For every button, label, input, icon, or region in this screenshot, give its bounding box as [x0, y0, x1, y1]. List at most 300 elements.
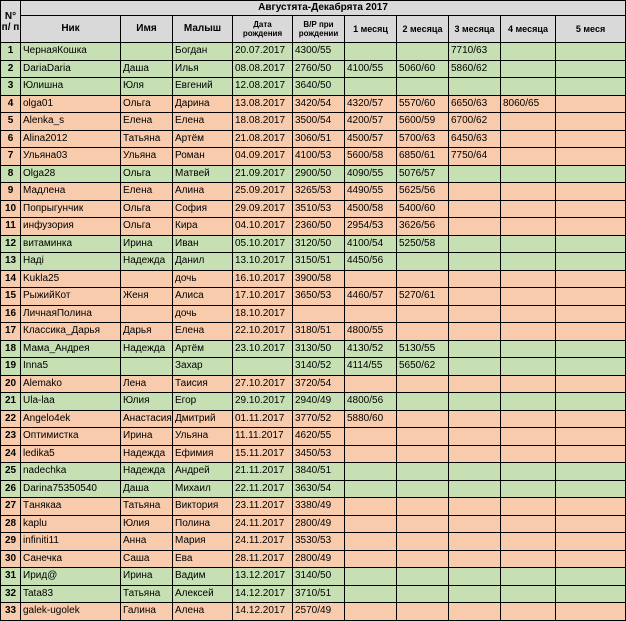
month-4-cell[interactable] [501, 603, 556, 621]
nick-cell[interactable]: kaplu [21, 515, 121, 533]
name-cell[interactable]: Анна [121, 533, 173, 551]
month-4-cell[interactable] [501, 148, 556, 166]
name-cell[interactable]: Галина [121, 603, 173, 621]
baby-cell[interactable]: Кира [173, 218, 233, 236]
name-cell[interactable]: Дарья [121, 323, 173, 341]
row-number[interactable]: 14 [1, 270, 21, 288]
month-4-cell[interactable] [501, 358, 556, 376]
month-2-cell[interactable] [397, 480, 449, 498]
month-3-cell[interactable] [449, 603, 501, 621]
baby-cell[interactable]: Полина [173, 515, 233, 533]
month-5-cell[interactable] [556, 428, 626, 446]
month-1-cell[interactable]: 5600/58 [345, 148, 397, 166]
baby-cell[interactable]: Михаил [173, 480, 233, 498]
baby-cell[interactable]: Вадим [173, 568, 233, 586]
birth-date-cell[interactable] [233, 358, 293, 376]
header-name[interactable]: Имя [121, 16, 173, 43]
month-2-cell[interactable] [397, 515, 449, 533]
month-5-cell[interactable] [556, 498, 626, 516]
nick-cell[interactable]: galek-ugolek [21, 603, 121, 621]
baby-cell[interactable]: Артём [173, 130, 233, 148]
month-5-cell[interactable] [556, 533, 626, 551]
header-nick[interactable]: Ник [21, 16, 121, 43]
row-number[interactable]: 20 [1, 375, 21, 393]
weight-height-cell[interactable] [293, 305, 345, 323]
row-number[interactable]: 33 [1, 603, 21, 621]
month-2-cell[interactable]: 5600/59 [397, 113, 449, 131]
weight-height-cell[interactable]: 2940/49 [293, 393, 345, 411]
row-number[interactable]: 31 [1, 568, 21, 586]
row-number[interactable]: 30 [1, 550, 21, 568]
weight-height-cell[interactable]: 3450/53 [293, 445, 345, 463]
nick-cell[interactable]: Классика_Дарья [21, 323, 121, 341]
name-cell[interactable]: Надежда [121, 463, 173, 481]
month-5-cell[interactable] [556, 43, 626, 61]
name-cell[interactable]: Юля [121, 78, 173, 96]
month-3-cell[interactable] [449, 428, 501, 446]
month-5-cell[interactable] [556, 130, 626, 148]
weight-height-cell[interactable]: 3140/52 [293, 358, 345, 376]
nick-cell[interactable]: Olga28 [21, 165, 121, 183]
month-1-cell[interactable]: 4130/52 [345, 340, 397, 358]
month-5-cell[interactable] [556, 568, 626, 586]
month-1-cell[interactable] [345, 603, 397, 621]
name-cell[interactable]: Татьяна [121, 498, 173, 516]
header-weight-height[interactable]: В/Р при рождении [293, 16, 345, 43]
month-3-cell[interactable] [449, 515, 501, 533]
row-number[interactable]: 27 [1, 498, 21, 516]
month-5-cell[interactable] [556, 270, 626, 288]
baby-cell[interactable]: дочь [173, 270, 233, 288]
nick-cell[interactable]: Ula-laa [21, 393, 121, 411]
month-2-cell[interactable]: 5250/58 [397, 235, 449, 253]
row-number[interactable]: 11 [1, 218, 21, 236]
nick-cell[interactable]: Ульяна03 [21, 148, 121, 166]
row-number[interactable]: 9 [1, 183, 21, 201]
table-title[interactable]: Августята-Декабрята 2017 [21, 1, 626, 16]
month-5-cell[interactable] [556, 113, 626, 131]
row-number[interactable]: 3 [1, 78, 21, 96]
weight-height-cell[interactable]: 3710/51 [293, 585, 345, 603]
baby-cell[interactable]: Богдан [173, 43, 233, 61]
birth-date-cell[interactable]: 21.09.2017 [233, 165, 293, 183]
birth-date-cell[interactable]: 14.12.2017 [233, 603, 293, 621]
row-number[interactable]: 5 [1, 113, 21, 131]
month-4-cell[interactable] [501, 480, 556, 498]
row-number[interactable]: 29 [1, 533, 21, 551]
month-5-cell[interactable] [556, 148, 626, 166]
month-3-cell[interactable] [449, 235, 501, 253]
month-4-cell[interactable] [501, 323, 556, 341]
month-5-cell[interactable] [556, 393, 626, 411]
row-number[interactable]: 17 [1, 323, 21, 341]
baby-cell[interactable]: дочь [173, 305, 233, 323]
month-1-cell[interactable] [345, 585, 397, 603]
weight-height-cell[interactable]: 3840/51 [293, 463, 345, 481]
month-1-cell[interactable] [345, 43, 397, 61]
birth-date-cell[interactable]: 17.10.2017 [233, 288, 293, 306]
weight-height-cell[interactable]: 3720/54 [293, 375, 345, 393]
month-5-cell[interactable] [556, 253, 626, 271]
month-2-cell[interactable]: 5130/55 [397, 340, 449, 358]
month-3-cell[interactable] [449, 78, 501, 96]
month-3-cell[interactable] [449, 410, 501, 428]
month-1-cell[interactable]: 4450/56 [345, 253, 397, 271]
weight-height-cell[interactable]: 3630/54 [293, 480, 345, 498]
baby-cell[interactable]: Егор [173, 393, 233, 411]
nick-cell[interactable]: Юлишна [21, 78, 121, 96]
month-4-cell[interactable] [501, 235, 556, 253]
nick-cell[interactable]: Alemako [21, 375, 121, 393]
weight-height-cell[interactable]: 2570/49 [293, 603, 345, 621]
month-3-cell[interactable] [449, 288, 501, 306]
month-3-cell[interactable] [449, 445, 501, 463]
baby-cell[interactable]: Ефимия [173, 445, 233, 463]
birth-date-cell[interactable]: 04.10.2017 [233, 218, 293, 236]
month-5-cell[interactable] [556, 358, 626, 376]
month-2-cell[interactable] [397, 305, 449, 323]
month-4-cell[interactable] [501, 78, 556, 96]
baby-cell[interactable]: Алексей [173, 585, 233, 603]
row-number[interactable]: 21 [1, 393, 21, 411]
weight-height-cell[interactable]: 3150/51 [293, 253, 345, 271]
nick-cell[interactable]: Санечка [21, 550, 121, 568]
month-3-cell[interactable] [449, 585, 501, 603]
row-number[interactable]: 23 [1, 428, 21, 446]
month-2-cell[interactable]: 5650/62 [397, 358, 449, 376]
month-5-cell[interactable] [556, 218, 626, 236]
name-cell[interactable]: Ирина [121, 568, 173, 586]
month-5-cell[interactable] [556, 288, 626, 306]
birth-date-cell[interactable]: 05.10.2017 [233, 235, 293, 253]
birth-date-cell[interactable]: 18.08.2017 [233, 113, 293, 131]
name-cell[interactable] [121, 270, 173, 288]
birth-date-cell[interactable]: 24.11.2017 [233, 515, 293, 533]
baby-cell[interactable]: Артём [173, 340, 233, 358]
birth-date-cell[interactable]: 13.12.2017 [233, 568, 293, 586]
row-number[interactable]: 15 [1, 288, 21, 306]
row-number[interactable]: 13 [1, 253, 21, 271]
month-3-cell[interactable] [449, 200, 501, 218]
birth-date-cell[interactable]: 21.08.2017 [233, 130, 293, 148]
weight-height-cell[interactable]: 3650/53 [293, 288, 345, 306]
birth-date-cell[interactable]: 27.10.2017 [233, 375, 293, 393]
weight-height-cell[interactable]: 3500/54 [293, 113, 345, 131]
name-cell[interactable]: Саша [121, 550, 173, 568]
nick-cell[interactable]: infiniti11 [21, 533, 121, 551]
month-4-cell[interactable] [501, 428, 556, 446]
month-4-cell[interactable] [501, 585, 556, 603]
baby-cell[interactable]: Елена [173, 113, 233, 131]
row-number[interactable]: 4 [1, 95, 21, 113]
month-1-cell[interactable] [345, 550, 397, 568]
name-cell[interactable]: Ирина [121, 428, 173, 446]
weight-height-cell[interactable]: 2360/50 [293, 218, 345, 236]
baby-cell[interactable]: Захар [173, 358, 233, 376]
nick-cell[interactable]: Ирид@ [21, 568, 121, 586]
month-4-cell[interactable] [501, 183, 556, 201]
nick-cell[interactable]: Darina75350540 [21, 480, 121, 498]
weight-height-cell[interactable]: 3640/50 [293, 78, 345, 96]
birth-date-cell[interactable]: 12.08.2017 [233, 78, 293, 96]
birth-date-cell[interactable]: 21.11.2017 [233, 463, 293, 481]
month-1-cell[interactable]: 4800/55 [345, 323, 397, 341]
name-cell[interactable]: Юлия [121, 515, 173, 533]
month-2-cell[interactable] [397, 498, 449, 516]
birth-date-cell[interactable]: 11.11.2017 [233, 428, 293, 446]
name-cell[interactable]: Даша [121, 60, 173, 78]
nick-cell[interactable]: Мама_Андрея [21, 340, 121, 358]
birth-date-cell[interactable]: 13.10.2017 [233, 253, 293, 271]
birth-date-cell[interactable]: 08.08.2017 [233, 60, 293, 78]
nick-cell[interactable]: Tata83 [21, 585, 121, 603]
baby-cell[interactable]: Дмитрий [173, 410, 233, 428]
name-cell[interactable]: Елена [121, 183, 173, 201]
weight-height-cell[interactable]: 3510/53 [293, 200, 345, 218]
row-number[interactable]: 16 [1, 305, 21, 323]
month-5-cell[interactable] [556, 235, 626, 253]
baby-cell[interactable]: Роман [173, 148, 233, 166]
birth-date-cell[interactable]: 23.11.2017 [233, 498, 293, 516]
month-3-cell[interactable] [449, 270, 501, 288]
nick-cell[interactable]: Inna5 [21, 358, 121, 376]
birth-date-cell[interactable]: 15.11.2017 [233, 445, 293, 463]
month-1-cell[interactable] [345, 568, 397, 586]
month-4-cell[interactable] [501, 498, 556, 516]
row-number[interactable]: 1 [1, 43, 21, 61]
month-3-cell[interactable] [449, 218, 501, 236]
name-cell[interactable]: Даша [121, 480, 173, 498]
baby-cell[interactable]: Андрей [173, 463, 233, 481]
month-3-cell[interactable] [449, 305, 501, 323]
name-cell[interactable]: Татьяна [121, 130, 173, 148]
month-5-cell[interactable] [556, 480, 626, 498]
month-1-cell[interactable]: 4100/54 [345, 235, 397, 253]
nick-cell[interactable]: ЛичнаяПолина [21, 305, 121, 323]
month-2-cell[interactable] [397, 375, 449, 393]
row-number[interactable]: 6 [1, 130, 21, 148]
month-5-cell[interactable] [556, 603, 626, 621]
month-4-cell[interactable] [501, 568, 556, 586]
month-2-cell[interactable]: 5625/56 [397, 183, 449, 201]
month-4-cell[interactable] [501, 270, 556, 288]
baby-cell[interactable]: Виктория [173, 498, 233, 516]
month-1-cell[interactable] [345, 78, 397, 96]
baby-cell[interactable]: Таисия [173, 375, 233, 393]
corner-header[interactable]: N° п/ п [1, 1, 21, 43]
baby-cell[interactable]: Матвей [173, 165, 233, 183]
month-1-cell[interactable] [345, 480, 397, 498]
month-1-cell[interactable]: 4800/56 [345, 393, 397, 411]
month-1-cell[interactable]: 4100/55 [345, 60, 397, 78]
month-3-cell[interactable] [449, 375, 501, 393]
month-5-cell[interactable] [556, 463, 626, 481]
birth-date-cell[interactable]: 13.08.2017 [233, 95, 293, 113]
month-5-cell[interactable] [556, 183, 626, 201]
month-3-cell[interactable] [449, 183, 501, 201]
month-2-cell[interactable] [397, 585, 449, 603]
row-number[interactable]: 22 [1, 410, 21, 428]
month-1-cell[interactable] [345, 463, 397, 481]
month-4-cell[interactable] [501, 43, 556, 61]
row-number[interactable]: 18 [1, 340, 21, 358]
header-month-3[interactable]: 3 месяца [449, 16, 501, 43]
weight-height-cell[interactable]: 3120/50 [293, 235, 345, 253]
month-5-cell[interactable] [556, 323, 626, 341]
month-3-cell[interactable] [449, 340, 501, 358]
name-cell[interactable]: Анастасия [121, 410, 173, 428]
birth-date-cell[interactable]: 29.10.2017 [233, 393, 293, 411]
month-1-cell[interactable]: 2954/53 [345, 218, 397, 236]
birth-date-cell[interactable]: 04.09.2017 [233, 148, 293, 166]
baby-cell[interactable]: Иван [173, 235, 233, 253]
name-cell[interactable]: Юлия [121, 393, 173, 411]
row-number[interactable]: 25 [1, 463, 21, 481]
month-1-cell[interactable] [345, 515, 397, 533]
month-2-cell[interactable] [397, 270, 449, 288]
month-3-cell[interactable] [449, 498, 501, 516]
header-month-2[interactable]: 2 месяца [397, 16, 449, 43]
name-cell[interactable]: Надежда [121, 253, 173, 271]
nick-cell[interactable]: Tанякаа [21, 498, 121, 516]
month-4-cell[interactable] [501, 550, 556, 568]
nick-cell[interactable]: Оптимистка [21, 428, 121, 446]
month-2-cell[interactable]: 5270/61 [397, 288, 449, 306]
nick-cell[interactable]: ledika5 [21, 445, 121, 463]
month-2-cell[interactable]: 5060/60 [397, 60, 449, 78]
nick-cell[interactable]: nadechka [21, 463, 121, 481]
weight-height-cell[interactable]: 3530/53 [293, 533, 345, 551]
nick-cell[interactable]: инфузория [21, 218, 121, 236]
name-cell[interactable]: Лена [121, 375, 173, 393]
birth-date-cell[interactable]: 25.09.2017 [233, 183, 293, 201]
month-3-cell[interactable] [449, 253, 501, 271]
birth-date-cell[interactable]: 16.10.2017 [233, 270, 293, 288]
month-5-cell[interactable] [556, 165, 626, 183]
month-1-cell[interactable]: 4114/55 [345, 358, 397, 376]
month-2-cell[interactable]: 3626/56 [397, 218, 449, 236]
weight-height-cell[interactable]: 4620/55 [293, 428, 345, 446]
month-4-cell[interactable] [501, 533, 556, 551]
month-3-cell[interactable] [449, 550, 501, 568]
birth-date-cell[interactable]: 01.11.2017 [233, 410, 293, 428]
baby-cell[interactable]: Мария [173, 533, 233, 551]
row-number[interactable]: 8 [1, 165, 21, 183]
name-cell[interactable]: Татьяна [121, 585, 173, 603]
nick-cell[interactable]: Kukla25 [21, 270, 121, 288]
month-5-cell[interactable] [556, 515, 626, 533]
month-5-cell[interactable] [556, 550, 626, 568]
baby-cell[interactable]: Алиса [173, 288, 233, 306]
month-3-cell[interactable] [449, 393, 501, 411]
weight-height-cell[interactable]: 2900/50 [293, 165, 345, 183]
row-number[interactable]: 7 [1, 148, 21, 166]
name-cell[interactable] [121, 43, 173, 61]
month-2-cell[interactable]: 6850/61 [397, 148, 449, 166]
weight-height-cell[interactable]: 3130/50 [293, 340, 345, 358]
name-cell[interactable] [121, 358, 173, 376]
name-cell[interactable] [121, 305, 173, 323]
month-4-cell[interactable] [501, 253, 556, 271]
weight-height-cell[interactable]: 2760/50 [293, 60, 345, 78]
month-3-cell[interactable]: 6700/62 [449, 113, 501, 131]
month-3-cell[interactable]: 6450/63 [449, 130, 501, 148]
month-3-cell[interactable] [449, 323, 501, 341]
nick-cell[interactable]: Alenka_s [21, 113, 121, 131]
birth-date-cell[interactable]: 29.09.2017 [233, 200, 293, 218]
month-3-cell[interactable] [449, 533, 501, 551]
header-birth-date[interactable]: Дата рождения [233, 16, 293, 43]
month-4-cell[interactable] [501, 165, 556, 183]
month-3-cell[interactable] [449, 568, 501, 586]
month-1-cell[interactable]: 4090/55 [345, 165, 397, 183]
month-4-cell[interactable] [501, 515, 556, 533]
row-number[interactable]: 12 [1, 235, 21, 253]
month-5-cell[interactable] [556, 200, 626, 218]
nick-cell[interactable]: olga01 [21, 95, 121, 113]
month-4-cell[interactable] [501, 130, 556, 148]
month-2-cell[interactable] [397, 463, 449, 481]
row-number[interactable]: 2 [1, 60, 21, 78]
header-month-4[interactable]: 4 месяца [501, 16, 556, 43]
birth-date-cell[interactable]: 22.11.2017 [233, 480, 293, 498]
weight-height-cell[interactable]: 3380/49 [293, 498, 345, 516]
weight-height-cell[interactable]: 3265/53 [293, 183, 345, 201]
month-2-cell[interactable] [397, 78, 449, 96]
birth-date-cell[interactable]: 20.07.2017 [233, 43, 293, 61]
month-1-cell[interactable]: 4200/57 [345, 113, 397, 131]
month-2-cell[interactable] [397, 393, 449, 411]
month-5-cell[interactable] [556, 410, 626, 428]
month-4-cell[interactable] [501, 340, 556, 358]
baby-cell[interactable]: Евгений [173, 78, 233, 96]
month-1-cell[interactable] [345, 428, 397, 446]
month-3-cell[interactable] [449, 480, 501, 498]
month-4-cell[interactable] [501, 445, 556, 463]
name-cell[interactable]: Ольга [121, 200, 173, 218]
month-2-cell[interactable] [397, 445, 449, 463]
month-5-cell[interactable] [556, 340, 626, 358]
baby-cell[interactable]: Алина [173, 183, 233, 201]
month-1-cell[interactable] [345, 305, 397, 323]
header-baby[interactable]: Малыш [173, 16, 233, 43]
weight-height-cell[interactable]: 3770/52 [293, 410, 345, 428]
row-number[interactable]: 28 [1, 515, 21, 533]
month-5-cell[interactable] [556, 305, 626, 323]
month-2-cell[interactable] [397, 253, 449, 271]
month-5-cell[interactable] [556, 445, 626, 463]
month-3-cell[interactable] [449, 463, 501, 481]
month-1-cell[interactable] [345, 375, 397, 393]
month-4-cell[interactable] [501, 60, 556, 78]
month-2-cell[interactable] [397, 410, 449, 428]
nick-cell[interactable]: Попрыгунчик [21, 200, 121, 218]
month-2-cell[interactable]: 5700/63 [397, 130, 449, 148]
month-1-cell[interactable] [345, 270, 397, 288]
nick-cell[interactable]: Angelo4ek [21, 410, 121, 428]
row-number[interactable]: 10 [1, 200, 21, 218]
month-4-cell[interactable] [501, 218, 556, 236]
baby-cell[interactable]: Елена [173, 323, 233, 341]
baby-cell[interactable]: Ева [173, 550, 233, 568]
baby-cell[interactable]: Алена [173, 603, 233, 621]
month-1-cell[interactable] [345, 445, 397, 463]
month-3-cell[interactable]: 7750/64 [449, 148, 501, 166]
month-2-cell[interactable]: 5076/57 [397, 165, 449, 183]
baby-cell[interactable]: Дарина [173, 95, 233, 113]
month-5-cell[interactable] [556, 78, 626, 96]
header-month-1[interactable]: 1 месяц [345, 16, 397, 43]
